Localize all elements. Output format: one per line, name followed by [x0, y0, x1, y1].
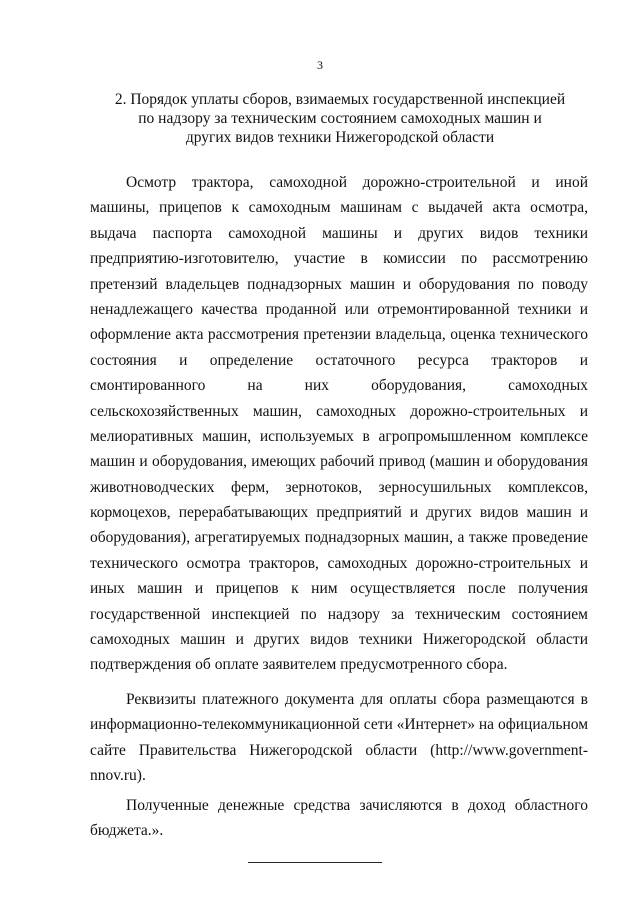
text-line: сельскохозяйственных машин, самоходных дорожно-строительных и	[90, 402, 588, 420]
heading-line: 2. Порядок уплаты сборов, взимаемых государственной инспекцией	[114, 91, 566, 108]
text-line: бюджета.».	[90, 822, 164, 840]
text-line: сайте Правительства Нижегородской области (http://www.government-	[90, 741, 588, 759]
text-line: Полученные денежные средства зачисляются в доход областного	[126, 797, 588, 814]
text-line: ненадлежащего качества проданной или отремонтированной техники и	[90, 300, 588, 318]
paragraph-payment-details	[90, 687, 588, 789]
end-divider	[248, 862, 382, 863]
text-line: оформление акта рассмотрения претензии владельца, оценка технического	[90, 326, 588, 344]
text-line: животноводческих ферм, зернотоков, зерносушильных комплексов,	[90, 478, 588, 496]
text-line: самоходных машин и других видов техники Нижегородской области	[90, 631, 588, 649]
text-line: мелиоративных машин, используемых в агропромышленном комплексе	[90, 427, 588, 445]
heading-line: других видов техники Нижегородской области	[185, 129, 495, 146]
text-line: подтверждения об оплате заявителем предусмотренного сбора.	[90, 656, 508, 674]
text-line: nnov.ru).	[90, 767, 146, 785]
text-line: Реквизиты платежного документа для оплаты сбора размещаются в	[126, 691, 588, 708]
text-line: выдача паспорта самоходной машины и других видов техники	[90, 224, 588, 242]
heading-line: по надзору за техническим состоянием самоходных машин и	[138, 110, 542, 127]
text-line: оборудования), агрегатируемых поднадзорных машин, а также проведение	[90, 529, 588, 547]
text-line: состояния и определение остаточного ресурса тракторов и	[90, 351, 588, 369]
text-line: кормоцехов, перерабатывающих предприятий и других видов машин и	[90, 504, 588, 522]
text-line: претензий владельцев поднадзорных машин и оборудования по поводу	[90, 275, 588, 293]
text-line: предприятию-изготовителю, участие в комиссии по рассмотрению	[90, 250, 588, 268]
paragraph-budget	[90, 793, 588, 844]
section-heading	[90, 90, 590, 147]
text-line: информационно-телекоммуникационной сети «Интернет» на официальном	[90, 716, 588, 734]
text-line: смонтированного на них оборудования, самоходных	[90, 377, 588, 395]
paragraph-inspection-procedure	[90, 170, 588, 678]
text-line: машин и оборудования, имеющих рабочий привод (машин и оборудования	[90, 453, 588, 471]
page-number: 3	[317, 58, 323, 72]
text-line: машины, прицепов к самоходным машинам с выдачей акта осмотра,	[90, 199, 588, 217]
text-line: государственной инспекцией по надзору за техническим состоянием	[90, 605, 588, 623]
text-line: технического осмотра тракторов, самоходных дорожно-строительных и	[90, 554, 588, 572]
text-line: иных машин и прицепов к ним осуществляется после получения	[90, 580, 588, 598]
text-line: Осмотр трактора, самоходной дорожно-строительной и иной	[126, 174, 588, 191]
